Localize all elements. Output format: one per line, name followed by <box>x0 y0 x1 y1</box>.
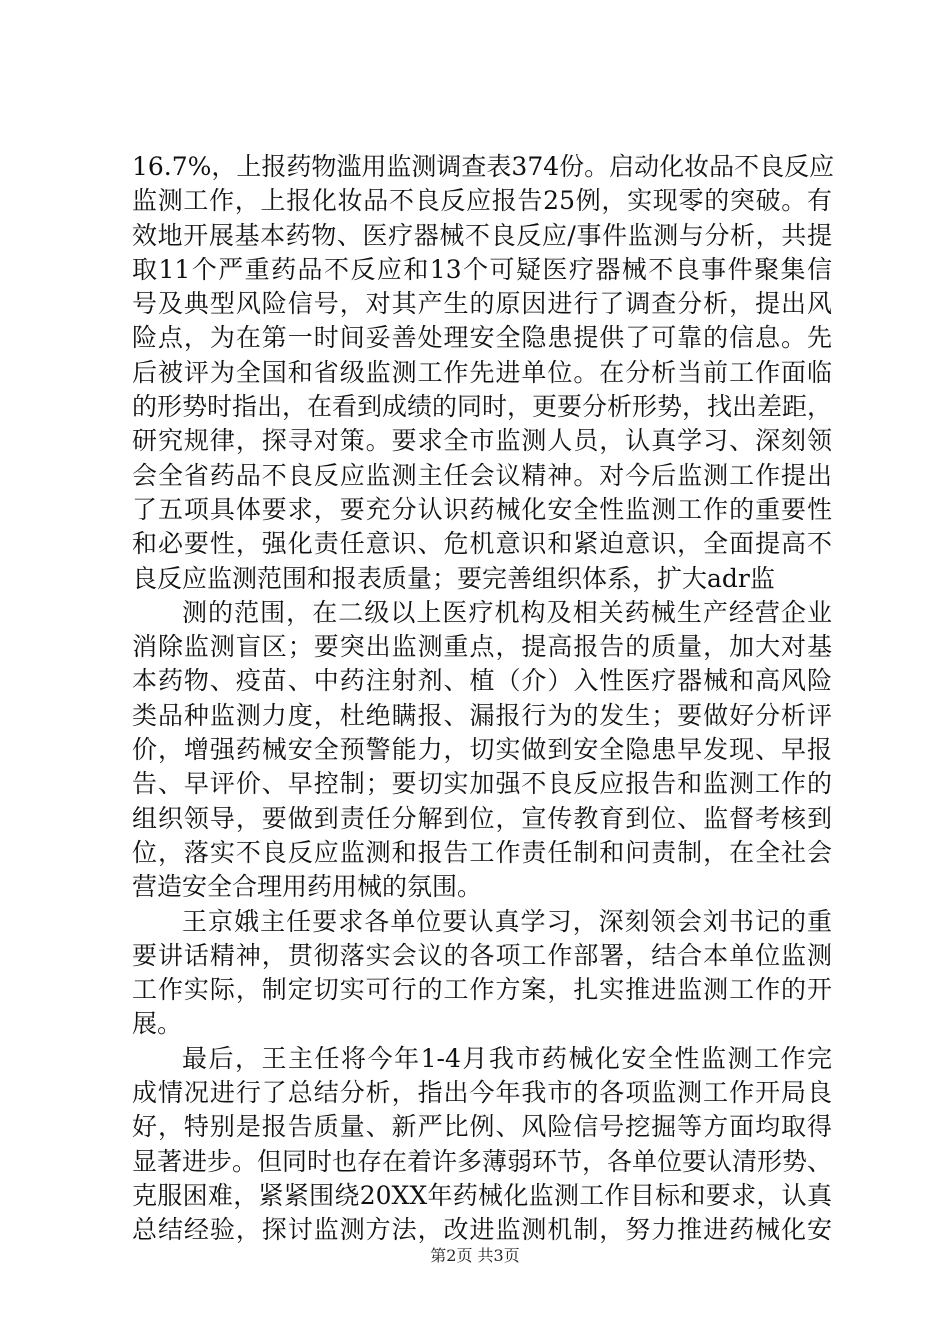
text-line: 取11个严重药品不反应和13个可疑医疗器械不良事件聚集信 <box>132 254 832 284</box>
document-body <box>132 150 835 1248</box>
text-line: 效地开展基本药物、医疗器械不良反应/事件监测与分析，共提 <box>132 220 832 250</box>
text-line: 营造安全合理用药用械的氛围。 <box>132 872 483 902</box>
text-line: 组织领导，要做到责任分解到位，宣传教育到位、监督考核到 <box>132 803 832 833</box>
text-line: 最后，王主任将今年1-4月我市药械化安全性监测工作完 <box>182 1043 832 1073</box>
text-line: 本药物、疫苗、中药注射剂、植（介）入性医疗器械和高风险 <box>132 666 832 696</box>
text-line: 克服困难，紧紧围绕20XX年药械化监测工作目标和要求，认真 <box>132 1180 832 1210</box>
text-line: 险点，为在第一时间妥善处理安全隐患提供了可靠的信息。先 <box>132 323 832 353</box>
text-line: 展。 <box>132 1009 183 1039</box>
text-line: 成情况进行了总结分析，指出今年我市的各项监测工作开局良 <box>132 1078 832 1108</box>
text-line: 监测工作，上报化妆品不良反应报告25例，实现零的突破。有 <box>132 186 832 216</box>
text-line: 后被评为全国和省级监测工作先进单位。在分析当前工作面临 <box>132 357 832 387</box>
text-line: 的形势时指出，在看到成绩的同时，更要分析形势，找出差距， <box>132 392 833 422</box>
page-footer: 第2页 共3页 <box>430 1246 520 1265</box>
text-line: 会全省药品不良反应监测主任会议精神。对今后监测工作提出 <box>132 460 832 490</box>
text-line: 好，特别是报告质量、新严比例、风险信号挖掘等方面均取得 <box>132 1112 832 1142</box>
text-line: 16.7%，上报药物滥用监测调查表374份。启动化妆品不良反应 <box>132 152 835 181</box>
text-line: 价，增强药械安全预警能力，切实做到安全隐患早发现、早报 <box>132 735 832 765</box>
text-line: 和必要性，强化责任意识、危机意识和紧迫意识，全面提高不 <box>132 529 832 559</box>
text-line: 研究规律，探寻对策。要求全市监测人员，认真学习、深刻领 <box>132 426 832 456</box>
text-line: 工作实际，制定切实可行的工作方案，扎实推进监测工作的开 <box>132 975 832 1005</box>
text-line: 王京娥主任要求各单位要认真学习，深刻领会刘书记的重 <box>182 906 832 936</box>
text-line: 测的范围，在二级以上医疗机构及相关药械生产经营企业 <box>182 597 832 627</box>
text-line: 显著进步。但同时也存在着许多薄弱环节，各单位要认清形势、 <box>132 1146 833 1176</box>
text-line: 号及典型风险信号，对其产生的原因进行了调查分析，提出风 <box>132 289 832 319</box>
text-line: 位，落实不良反应监测和报告工作责任制和问责制，在全社会 <box>132 837 832 867</box>
text-line: 总结经验，探讨监测方法，改进监测机制，努力推进药械化安 <box>132 1215 832 1245</box>
text-line: 类品种监测力度，杜绝瞒报、漏报行为的发生；要做好分析评 <box>132 700 832 730</box>
text-line: 告、早评价、早控制；要切实加强不良反应报告和监测工作的 <box>132 769 832 799</box>
text-line: 了五项具体要求，要充分认识药械化安全性监测工作的重要性 <box>132 494 832 524</box>
text-line: 良反应监测范围和报表质量；要完善组织体系，扩大adr监 <box>132 563 775 593</box>
text-line: 要讲话精神，贯彻落实会议的各项工作部署，结合本单位监测 <box>132 940 832 970</box>
text-line: 消除监测盲区；要突出监测重点，提高报告的质量，加大对基 <box>132 632 832 662</box>
